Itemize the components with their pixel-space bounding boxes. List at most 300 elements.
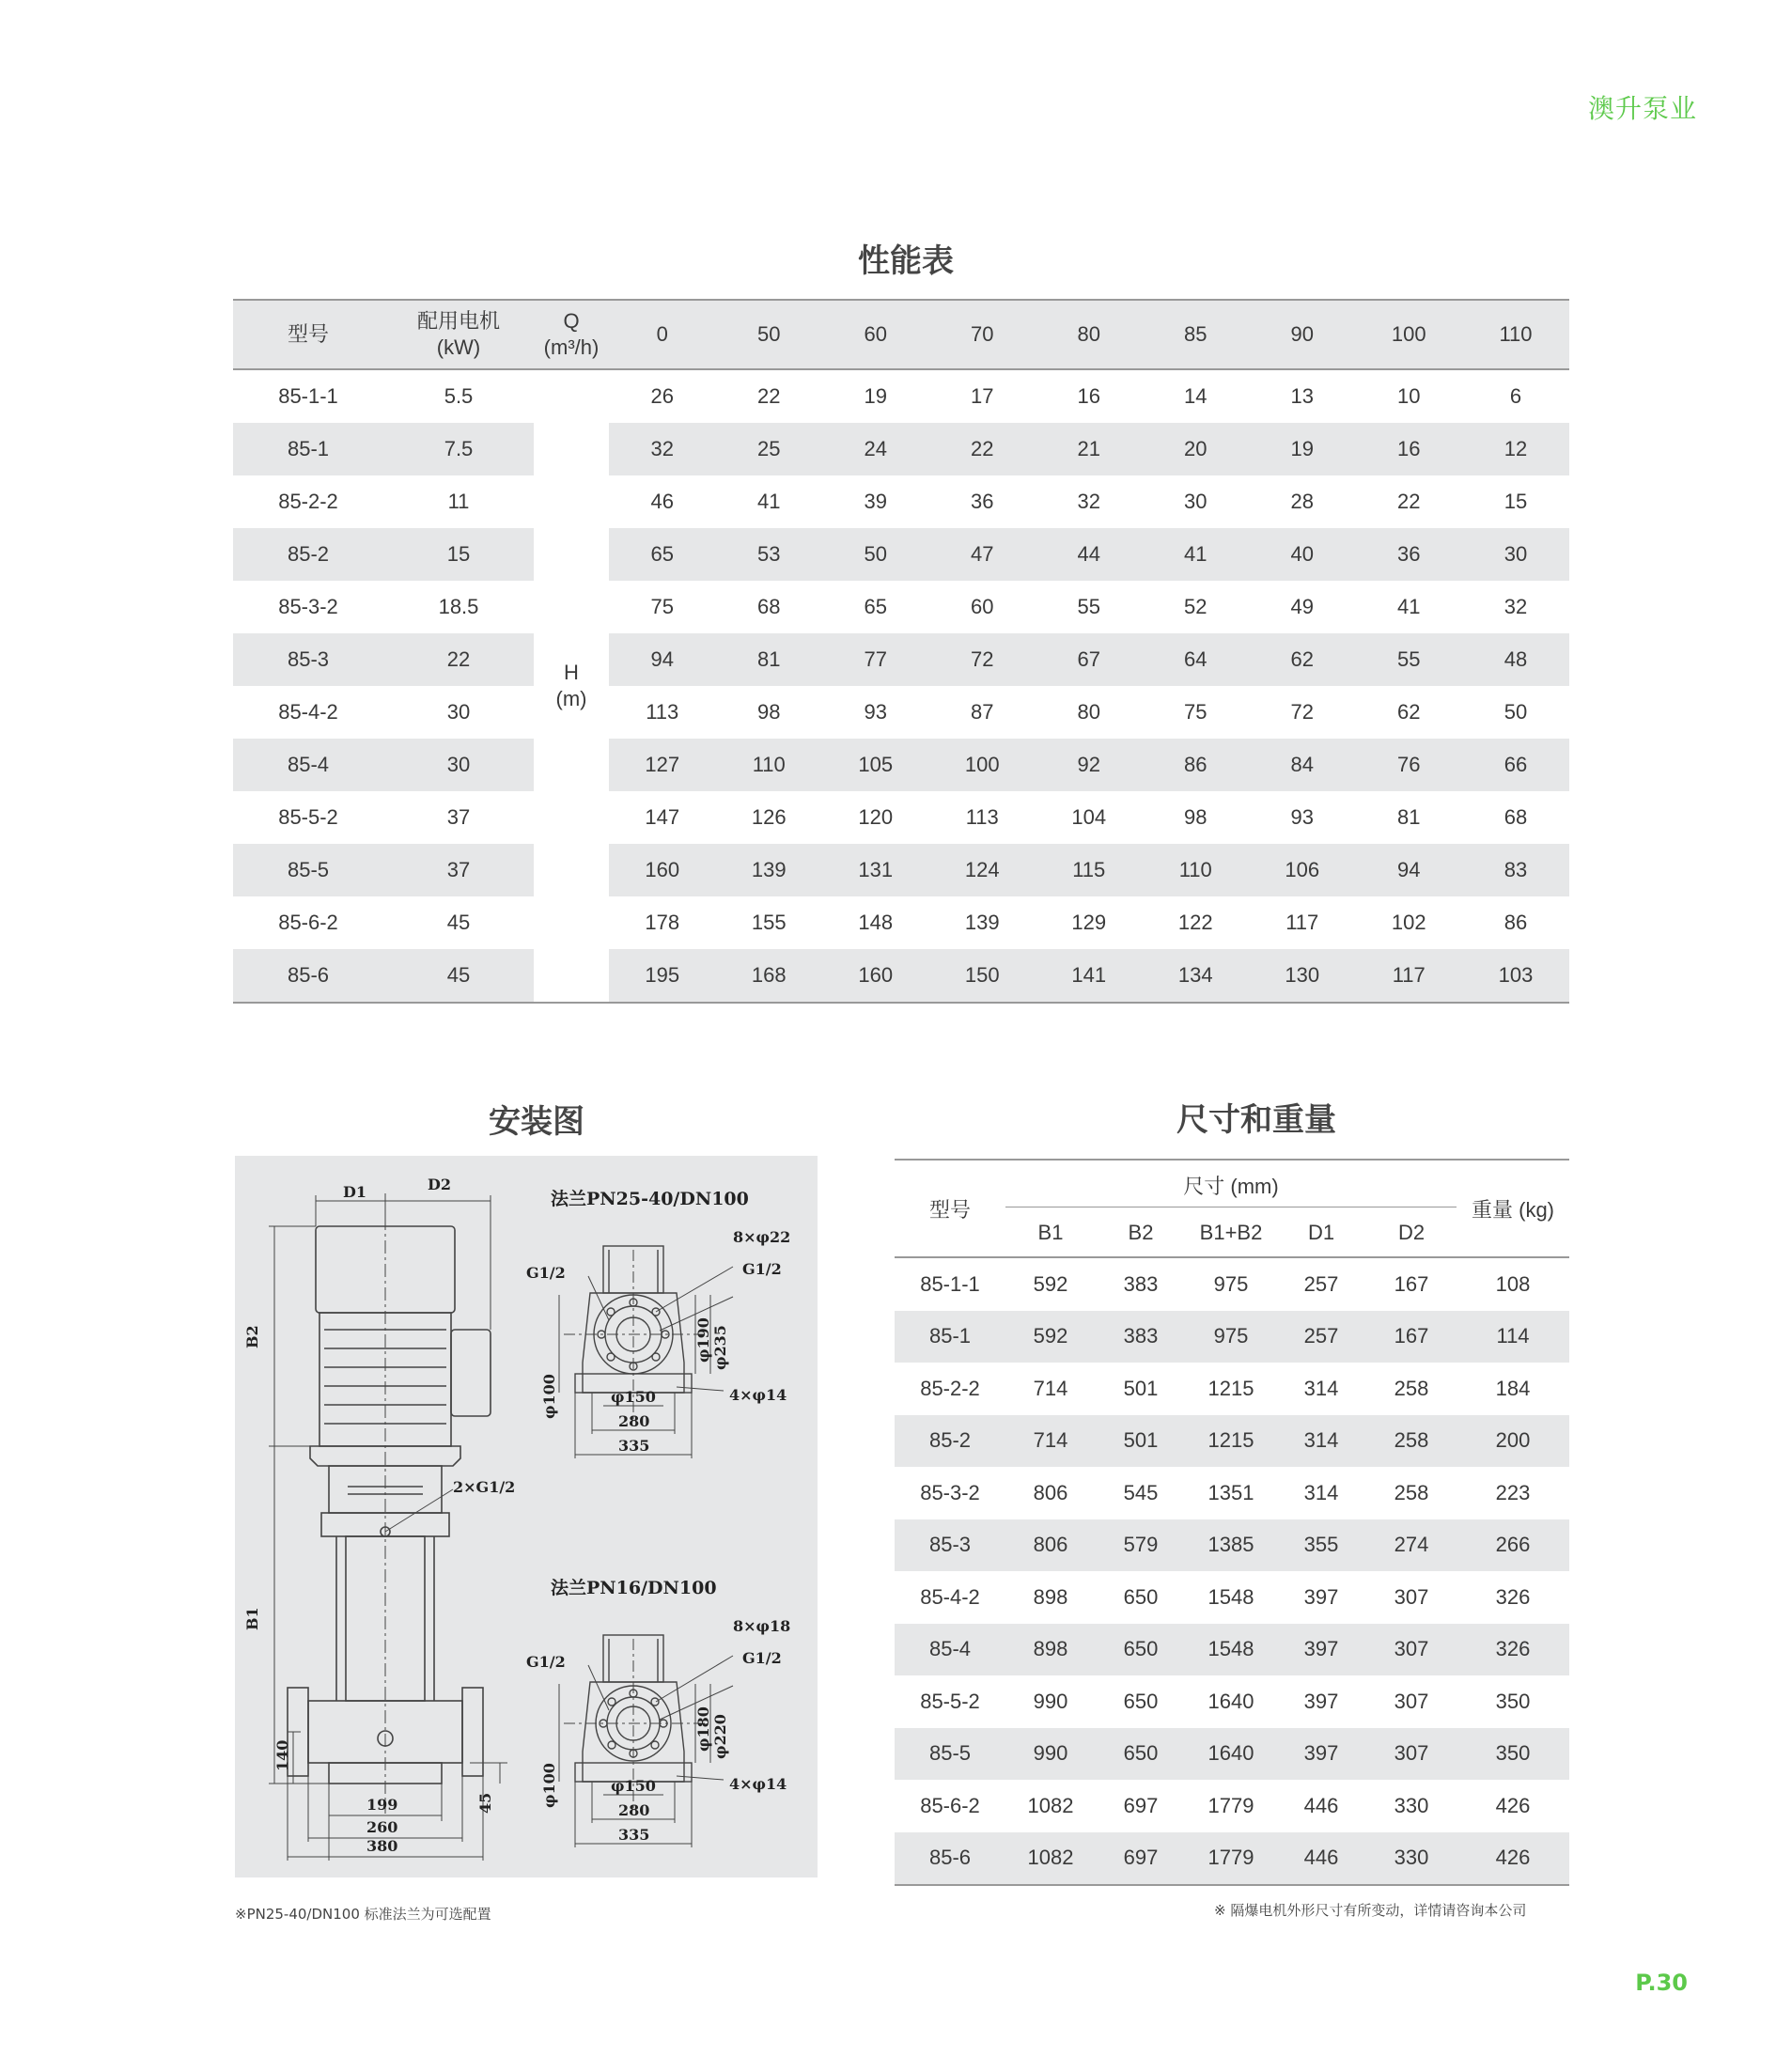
dims-header-d2: D2 [1366, 1209, 1457, 1257]
installation-note: ※PN25-40/DN100 标准法兰为可选配置 [235, 1906, 491, 1923]
flange2-bolts: 8×φ18 [733, 1617, 791, 1635]
dimension-cell: 274 [1366, 1519, 1457, 1572]
dimension-cell: 650 [1123, 1584, 1159, 1609]
dimension-cell: 1082 [1027, 1793, 1074, 1817]
motor-kw-cell: 7.5 [383, 423, 534, 475]
flange2-g2: G1/2 [742, 1649, 782, 1667]
dimension-cell: 650 [1096, 1728, 1186, 1781]
head-value-cell: 110 [1143, 844, 1250, 896]
head-value-cell: 28 [1290, 490, 1314, 513]
performance-row [233, 581, 1569, 633]
head-value-cell: 39 [864, 490, 887, 513]
head-value-cell: 106 [1249, 844, 1356, 896]
head-value-cell: 72 [929, 633, 1036, 686]
header-flow-value: 70 [929, 300, 1036, 369]
weight-cell: 350 [1495, 1689, 1531, 1713]
weight-cell: 326 [1457, 1624, 1569, 1676]
performance-row [233, 633, 1569, 686]
head-value-cell: 87 [971, 700, 994, 724]
dims-header-model: 型号 [895, 1160, 1005, 1257]
model-cell: 85-3 [895, 1519, 1005, 1572]
dimension-cell: 898 [1005, 1624, 1096, 1676]
dimension-cell: 383 [1096, 1311, 1186, 1363]
header-motor: 配用电机 (kW) [383, 300, 534, 369]
head-value-cell: 126 [751, 805, 787, 829]
dimension-cell: 898 [1033, 1584, 1068, 1609]
dimension-cell: 1548 [1207, 1584, 1254, 1609]
dimensions-row [895, 1780, 1569, 1832]
head-value-cell: 124 [929, 844, 1036, 896]
motor-kw-cell: 37 [383, 844, 534, 896]
head-value-cell: 55 [1077, 595, 1100, 618]
head-value-cell: 53 [716, 528, 823, 581]
flange1-feet: 4×φ14 [729, 1386, 787, 1404]
head-value-cell: 75 [1184, 700, 1207, 724]
header-model: 型号 [233, 300, 383, 369]
dims-header-b2: B2 [1096, 1209, 1186, 1257]
motor-body [319, 1313, 451, 1446]
head-value-cell: 66 [1462, 739, 1569, 791]
dimension-cell: 307 [1366, 1728, 1457, 1781]
head-value-cell: 16 [1356, 423, 1463, 475]
header-flow-value: 60 [822, 300, 929, 369]
weight-cell: 223 [1495, 1480, 1531, 1504]
dimension-cell: 1351 [1207, 1480, 1254, 1504]
head-value-cell: 26 [650, 384, 674, 408]
head-value-cell: 93 [864, 700, 887, 724]
dimension-cell: 314 [1303, 1376, 1339, 1400]
performance-header-row [233, 300, 1569, 369]
label-2xg12: 2×G1/2 [453, 1478, 516, 1496]
model-cell: 85-3-2 [920, 1480, 980, 1504]
flange1-d190: φ190 [694, 1317, 712, 1363]
head-value-cell: 60 [971, 595, 994, 618]
header-flow: Q (m³/h) [534, 300, 609, 369]
label-b2: B2 [243, 1325, 261, 1348]
head-value-cell: 129 [1071, 911, 1107, 934]
dimension-cell: 592 [1005, 1311, 1096, 1363]
dimension-cell: 167 [1366, 1311, 1457, 1363]
motor-kw-cell: 5.5 [444, 384, 474, 408]
head-value-cell: 32 [1077, 490, 1100, 513]
header-flow-value: 100 [1356, 300, 1463, 369]
flange2-d220: φ220 [711, 1714, 729, 1759]
head-value-cell: 25 [716, 423, 823, 475]
performance-row [233, 686, 1569, 739]
dimension-cell: 397 [1276, 1624, 1366, 1676]
motor-kw-cell: 11 [447, 490, 470, 513]
head-value-cell: 115 [1036, 844, 1143, 896]
model-cell: 85-5-2 [278, 805, 338, 829]
dimension-cell: 650 [1123, 1689, 1159, 1713]
head-value-cell: 168 [716, 949, 823, 1003]
dimension-cell: 330 [1366, 1832, 1457, 1886]
head-value-cell: 36 [971, 490, 994, 513]
label-380: 380 [366, 1837, 398, 1855]
head-value-cell: 110 [716, 739, 823, 791]
dimension-cell: 397 [1303, 1689, 1339, 1713]
dimension-cell: 307 [1394, 1584, 1429, 1609]
head-value-cell: 62 [1397, 700, 1421, 724]
dimension-cell: 650 [1096, 1624, 1186, 1676]
dimension-cell: 397 [1276, 1728, 1366, 1781]
weight-cell: 200 [1457, 1415, 1569, 1468]
head-value-cell: 32 [609, 423, 716, 475]
performance-row [233, 528, 1569, 581]
performance-row [233, 896, 1569, 949]
motor-kw-cell: 37 [446, 805, 471, 829]
head-value-cell: 105 [822, 739, 929, 791]
model-cell: 85-4 [233, 739, 383, 791]
head-value-cell: 94 [609, 633, 716, 686]
flange1-280: 280 [618, 1412, 650, 1430]
weight-cell: 266 [1457, 1519, 1569, 1572]
head-value-cell: 50 [822, 528, 929, 581]
dimension-cell: 714 [1005, 1415, 1096, 1468]
dims-header-size: 尺寸 (mm) [1005, 1160, 1457, 1209]
model-cell: 85-5-2 [920, 1689, 980, 1713]
installation-title: 安装图 [489, 1103, 584, 1141]
performance-row [233, 369, 1569, 423]
flange1-bolts: 8×φ22 [733, 1228, 791, 1246]
head-value-cell: 83 [1462, 844, 1569, 896]
dimension-cell: 501 [1123, 1376, 1159, 1400]
model-cell: 85-2 [233, 528, 383, 581]
head-value-cell: 102 [1391, 911, 1426, 934]
motor-kw-cell: 30 [446, 700, 471, 724]
label-b1: B1 [243, 1607, 261, 1630]
performance-row [233, 475, 1569, 528]
head-value-cell: 103 [1462, 949, 1569, 1003]
head-value-cell: 98 [757, 700, 781, 724]
dimensions-title: 尺寸和重量 [1176, 1101, 1336, 1139]
dimension-cell: 397 [1303, 1584, 1339, 1609]
dims-header-d1: D1 [1276, 1209, 1366, 1257]
dimension-cell: 592 [1033, 1271, 1068, 1296]
motor-kw-cell: 45 [383, 949, 534, 1003]
dimension-cell: 1215 [1186, 1415, 1276, 1468]
dimension-cell: 714 [1033, 1376, 1068, 1400]
head-value-cell: 160 [609, 844, 716, 896]
head-value-cell: 19 [1249, 423, 1356, 475]
flange1-g1: G1/2 [526, 1264, 566, 1282]
head-value-cell: 41 [757, 490, 781, 513]
dimension-cell: 257 [1303, 1271, 1339, 1296]
dimensions-row [895, 1467, 1569, 1519]
dimension-cell: 383 [1123, 1271, 1159, 1296]
head-value-cell: 30 [1184, 490, 1207, 513]
head-value-cell: 150 [929, 949, 1036, 1003]
dimension-cell: 990 [1005, 1728, 1096, 1781]
model-cell: 85-2-2 [278, 490, 338, 513]
head-value-cell: 130 [1249, 949, 1356, 1003]
header-flow-value: 85 [1143, 300, 1250, 369]
dimension-cell: 314 [1303, 1480, 1339, 1504]
dimension-cell: 1215 [1207, 1376, 1254, 1400]
flange2-335: 335 [618, 1826, 650, 1844]
model-cell: 85-1 [233, 423, 383, 475]
head-value-cell: 30 [1462, 528, 1569, 581]
head-value-cell: 178 [645, 911, 680, 934]
head-value-cell: 16 [1077, 384, 1100, 408]
dimensions-row [895, 1728, 1569, 1781]
header-flow-value: 80 [1036, 300, 1143, 369]
head-value-cell: 49 [1290, 595, 1314, 618]
head-value-cell: 86 [1143, 739, 1250, 791]
dimension-cell: 167 [1394, 1271, 1429, 1296]
page-number: P.30 [1635, 1970, 1688, 1996]
model-cell: 85-6-2 [920, 1793, 980, 1817]
head-value-cell: 68 [1503, 805, 1528, 829]
dimension-cell: 307 [1366, 1624, 1457, 1676]
dimension-cell: 355 [1276, 1519, 1366, 1572]
head-value-cell: 48 [1462, 633, 1569, 686]
flange1-d100: φ100 [540, 1374, 558, 1419]
label-45: 45 [476, 1792, 494, 1814]
dimension-cell: 697 [1096, 1832, 1186, 1886]
dimensions-row [895, 1624, 1569, 1676]
terminal-box [451, 1330, 491, 1416]
head-value-cell: 139 [716, 844, 823, 896]
head-value-cell: 77 [822, 633, 929, 686]
model-cell: 85-3 [233, 633, 383, 686]
header-flow-value: 90 [1249, 300, 1356, 369]
head-value-cell: 139 [964, 911, 1000, 934]
performance-table [233, 299, 1569, 1004]
model-cell: 85-6 [895, 1832, 1005, 1886]
dimensions-row [895, 1311, 1569, 1363]
weight-cell: 350 [1457, 1728, 1569, 1781]
flange1-d235: φ235 [711, 1325, 729, 1370]
head-value-cell: 46 [650, 490, 674, 513]
weight-cell: 108 [1495, 1271, 1531, 1296]
dimensions-row [895, 1832, 1569, 1886]
head-value-cell: 93 [1290, 805, 1314, 829]
head-value-cell: 6 [1509, 384, 1522, 408]
motor-kw-cell: 45 [446, 911, 471, 934]
dimensions-row [895, 1415, 1569, 1468]
dimensions-row [895, 1675, 1569, 1728]
header-flow-value: 0 [609, 300, 716, 369]
head-value-cell: 19 [864, 384, 887, 408]
header-flow-value: 110 [1462, 300, 1569, 369]
head-value-cell: 84 [1249, 739, 1356, 791]
dimension-cell: 579 [1096, 1519, 1186, 1572]
head-value-cell: 80 [1077, 700, 1100, 724]
model-cell: 85-2-2 [920, 1376, 980, 1400]
flange2-g1: G1/2 [526, 1653, 566, 1671]
flange2-280: 280 [618, 1801, 650, 1819]
dimensions-row [895, 1257, 1569, 1311]
head-value-cell: 98 [1184, 805, 1207, 829]
label-140: 140 [273, 1739, 291, 1771]
weight-cell: 326 [1495, 1584, 1531, 1609]
head-value-cell: 21 [1036, 423, 1143, 475]
label-d1: D1 [343, 1183, 367, 1201]
head-value-cell: 22 [929, 423, 1036, 475]
dimension-cell: 258 [1394, 1376, 1429, 1400]
model-cell: 85-5 [895, 1728, 1005, 1781]
pump-drawing [288, 1193, 491, 1814]
flange1-d150: φ150 [611, 1388, 656, 1406]
dimension-cell: 314 [1276, 1415, 1366, 1468]
dimensions-table [895, 1159, 1569, 1886]
head-value-cell: 94 [1356, 844, 1463, 896]
dimensions-row [895, 1519, 1569, 1572]
dimensions-row [895, 1363, 1569, 1415]
head-value-cell: 50 [1503, 700, 1528, 724]
head-value-cell: 13 [1290, 384, 1314, 408]
dims-header-b1: B1 [1005, 1209, 1096, 1257]
motor-kw-cell: 18.5 [438, 595, 479, 618]
model-cell: 85-3-2 [278, 595, 338, 618]
head-value-cell: 117 [1285, 911, 1319, 934]
head-value-cell: 20 [1143, 423, 1250, 475]
head-value-cell: 36 [1356, 528, 1463, 581]
flange1-g2: G1/2 [742, 1260, 782, 1278]
flange2-d150: φ150 [611, 1777, 656, 1795]
head-value-cell: 65 [864, 595, 887, 618]
head-value-cell: 81 [716, 633, 823, 686]
head-value-cell: 113 [965, 805, 999, 829]
head-value-cell: 12 [1462, 423, 1569, 475]
dimension-cell: 697 [1123, 1793, 1159, 1817]
dimension-cell: 258 [1394, 1480, 1429, 1504]
model-cell: 85-1 [895, 1311, 1005, 1363]
flange1-title: 法兰PN25-40/DN100 [551, 1189, 749, 1209]
performance-row [233, 423, 1569, 475]
head-value-cell: 22 [757, 384, 781, 408]
performance-row [233, 949, 1569, 1003]
head-value-cell: 64 [1143, 633, 1250, 686]
flange2-d100: φ100 [540, 1763, 558, 1808]
performance-title: 性能表 [858, 242, 954, 280]
installation-diagram [235, 1156, 818, 1877]
dimension-cell: 1385 [1186, 1519, 1276, 1572]
label-d2: D2 [428, 1176, 452, 1193]
header-flow-value: 50 [716, 300, 823, 369]
head-value-cell: 160 [822, 949, 929, 1003]
brand-name: 澳升泵业 [1587, 93, 1697, 124]
head-value-cell: 104 [1071, 805, 1107, 829]
dimension-cell: 806 [1005, 1519, 1096, 1572]
dimension-cell: 258 [1366, 1415, 1457, 1468]
head-value-cell: 68 [757, 595, 781, 618]
weight-cell: 184 [1495, 1376, 1531, 1400]
dimension-cell: 257 [1276, 1311, 1366, 1363]
dims-header-b1b2: B1+B2 [1186, 1209, 1276, 1257]
model-cell: 85-4 [895, 1624, 1005, 1676]
head-value-cell: 120 [858, 805, 894, 829]
model-cell: 85-1-1 [278, 384, 338, 408]
head-value-cell: 148 [858, 911, 894, 934]
head-value-cell: 76 [1356, 739, 1463, 791]
dimension-cell: 975 [1213, 1271, 1249, 1296]
head-value-cell: 65 [609, 528, 716, 581]
model-cell: 85-2 [895, 1415, 1005, 1468]
head-value-cell: 134 [1143, 949, 1250, 1003]
head-value-cell: 14 [1184, 384, 1207, 408]
head-value-cell: 86 [1503, 911, 1528, 934]
head-value-cell: 67 [1036, 633, 1143, 686]
dimension-cell: 307 [1394, 1689, 1429, 1713]
head-value-cell: 32 [1503, 595, 1528, 618]
performance-row [233, 844, 1569, 896]
head-value-cell: 92 [1036, 739, 1143, 791]
head-value-cell: 81 [1397, 805, 1421, 829]
dimension-cell: 1779 [1186, 1832, 1276, 1886]
head-value-cell: 17 [971, 384, 994, 408]
performance-row [233, 739, 1569, 791]
dimension-cell: 330 [1394, 1793, 1429, 1817]
head-value-cell: 72 [1290, 700, 1314, 724]
head-value-cell: 41 [1143, 528, 1250, 581]
dimension-cell: 545 [1123, 1480, 1159, 1504]
dimension-cell: 1548 [1186, 1624, 1276, 1676]
head-value-cell: 15 [1503, 490, 1528, 513]
head-value-cell: 122 [1177, 911, 1213, 934]
flange2-title: 法兰PN16/DN100 [551, 1578, 717, 1598]
head-value-cell: 24 [822, 423, 929, 475]
flange2-feet: 4×φ14 [729, 1775, 787, 1793]
model-cell: 85-4-2 [278, 700, 338, 724]
model-cell: 85-5 [233, 844, 383, 896]
head-value-cell: 41 [1397, 595, 1421, 618]
dimension-cell: 990 [1033, 1689, 1068, 1713]
weight-cell: 426 [1495, 1793, 1531, 1817]
dimension-cell: 501 [1096, 1415, 1186, 1468]
dimension-cell: 1640 [1207, 1689, 1254, 1713]
dimension-cell: 446 [1276, 1832, 1366, 1886]
head-value-cell: 44 [1036, 528, 1143, 581]
dimension-cell: 1779 [1207, 1793, 1254, 1817]
head-value-cell: 147 [645, 805, 680, 829]
dimensions-note: ※ 隔爆电机外形尺寸有所变动，详情请咨询本公司 [1214, 1902, 1527, 1919]
head-value-cell: 100 [929, 739, 1036, 791]
model-cell: 85-4-2 [920, 1584, 980, 1609]
model-cell: 85-6-2 [278, 911, 338, 934]
dimension-cell: 1082 [1005, 1832, 1096, 1886]
head-value-cell: 75 [650, 595, 674, 618]
motor-kw-cell: 30 [383, 739, 534, 791]
head-value-cell: 113 [646, 700, 679, 724]
head-value-cell: 131 [822, 844, 929, 896]
head-value-cell: 117 [1356, 949, 1463, 1003]
head-value-cell: 47 [929, 528, 1036, 581]
motor-kw-cell: 15 [383, 528, 534, 581]
head-value-cell: 127 [609, 739, 716, 791]
dimension-cell: 446 [1303, 1793, 1339, 1817]
head-value-cell: 62 [1249, 633, 1356, 686]
flange1-335: 335 [618, 1437, 650, 1455]
flange2-d180: φ180 [694, 1706, 712, 1752]
performance-row [233, 791, 1569, 844]
label-199: 199 [366, 1796, 398, 1814]
dims-header-weight: 重量 (kg) [1457, 1160, 1569, 1257]
dimension-cell: 975 [1186, 1311, 1276, 1363]
head-value-cell: 195 [609, 949, 716, 1003]
head-value-cell: 22 [1397, 490, 1421, 513]
dimension-cell: 806 [1033, 1480, 1068, 1504]
head-value-cell: 10 [1397, 384, 1421, 408]
model-cell: 85-6 [233, 949, 383, 1003]
head-value-cell: 40 [1249, 528, 1356, 581]
head-value-cell: 55 [1356, 633, 1463, 686]
dimensions-row [895, 1571, 1569, 1624]
model-cell: 85-1-1 [920, 1271, 980, 1296]
weight-cell: 114 [1457, 1311, 1569, 1363]
head-unit-cell: H (m) [555, 661, 587, 710]
